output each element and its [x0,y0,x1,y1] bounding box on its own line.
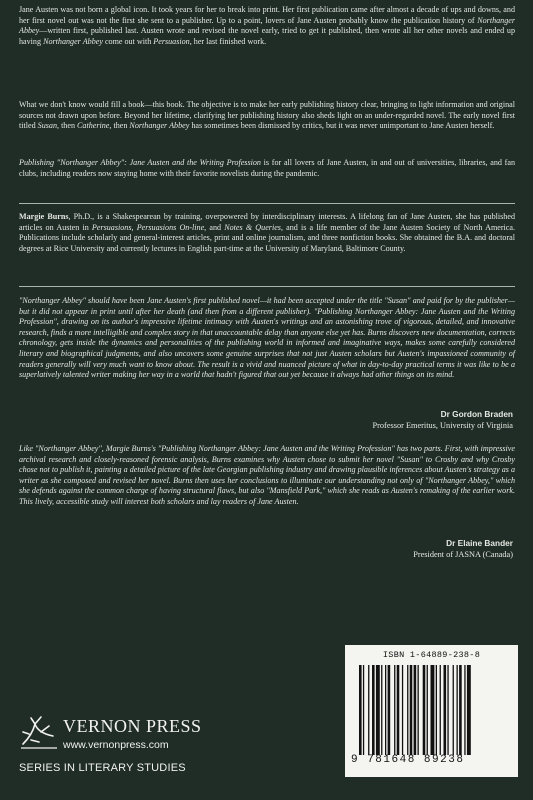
barcode-bar [423,665,426,755]
barcode-bar [431,665,435,755]
barcode-bar [394,665,395,755]
author-bio: Margie Burns, Ph.D., is a Shakespearean by training, overpowered by interdisciplinary interests. A lifelong fan of Jane Austen, she has published articles on Austen in Persuasions, Persuasions On-line, and Notes & Queries, and is a life member of the Jane Austen Society of North America. Publications include scholarly and general-interest articles, print and online journalism, and three nonfiction books. She obtained the B.A. and doctoral degrees at Rice University and currently lectures in English part-time at the University of Maryland, Baltimore County. [19,212,515,253]
publisher-name: VERNON PRESS [63,716,202,736]
review-1-role: Professor Emeritus, University of Virginia [372,420,513,430]
barcode-bar [397,665,400,755]
barcode-bars [359,665,509,755]
barcode-bar [372,665,375,755]
barcode-bar [410,665,413,755]
author-name: Margie Burns [19,212,69,221]
intro-paragraph-3: Publishing "Northanger Abbey": Jane Austen and the Writing Profession is for all lovers of Jane Austen, in and out of universities, libraries, and fan clubs, including readers now staying home with their favorite novelists during the pandemic. [19,158,516,178]
publisher-url[interactable]: www.vernonpress.com [63,739,169,751]
barcode-bar [407,665,408,755]
barcode-bar [453,665,454,755]
vernon-press-logo-icon [19,714,59,750]
isbn-barcode [345,645,518,777]
barcode-bar [385,665,386,755]
barcode-bar [440,665,441,755]
review-2-role: President of JASNA (Canada) [413,549,513,559]
barcode-bar [376,665,380,755]
intro-paragraph-1: Jane Austen was not born a global icon. It took years for her to break into print. Her first publication came after almost a decade of ups and downs, and her first novel out was not the first she sent to a publisher. Up to a point, lovers of Jane Austen probably know the publication history of Northanger Abbey—written first, published last. Austen wrote and revised the novel early, tried to get it published, then wrote all her other novels and ended up having Northanger Abbey come out with Persuasion, her last finished work. [19,5,515,46]
barcode-bar [436,665,437,755]
barcode-bar [368,665,369,755]
review-1-name: Dr Gordon Braden [440,409,513,419]
isbn-label: ISBN 1-64889-238-8 [382,650,481,660]
barcode-bar [381,665,382,755]
barcode-bar [447,665,448,755]
divider-bottom [19,286,515,287]
review-2-signature [213,538,513,560]
barcode-bar [363,665,364,755]
barcode-bar [459,665,462,755]
barcode-bar [418,665,419,755]
barcode-bar [457,665,458,755]
barcode-bar [388,665,391,755]
barcode-bar [427,665,428,755]
barcode-bar [359,665,362,755]
review-1-signature [213,409,513,431]
divider-top [19,203,515,204]
review-2-name: Dr Elaine Bander [446,538,513,548]
barcode-bar [467,665,471,755]
barcode-bar [444,665,447,755]
series-name: SERIES IN LITERARY STUDIES [19,762,186,774]
review-1-text: "Northanger Abbey" should have been Jane Austen's first published novel—it had been accepted under the title "Susan" and paid for by the publisher—but it did not appear in print until after her death (and then from a different publisher). "Publishing Northanger Abbey: Jane Austen and the Writing Profession", drawing on its author's impressive lifetime intimacy with Austen's writings and an astonishing trove of vigorous, detailed, and innovative research, finds a more intelligible and complex story in that unaccountable delay than anyone else yet has. Burns discovers new documentation, corrects chronology, gets inside the dynamics and personalities of the publishing world in informed and imaginative ways, makes some carefully considered literary and biographical judgments, and also uncovers some genuine surprises that not just Austen scholars but Austen's impassioned community of readers generally will very much want to know about. The result is a vivid and nuanced picture of what in day-to-day practical terms it was like to be a superlatively talented writer making her way in a world that hadn't figured that out yet because it always had other things on its mind. [19,296,515,380]
barcode-bar [414,665,417,755]
ean-digits: 9 781648 89238 [351,754,465,766]
barcode-bar [464,665,465,755]
review-2-text: Like "Northanger Abbey", Margie Burns's "Publishing Northanger Abbey: Jane Austen and the Writing Profession" has two parts. First, with impressive archival research and closely-reasoned forensic analysis, Burns examines why Austen chose to submit her novel "Susan" to Crosby and why Crosby chose not to publish it, painting a detailed picture of the late Georgian publishing industry and drawing plausible inferences about Austen's strategy as a writer as she composed and revised her novel. Burns then uses her conclusions to illuminate our understanding not only of "Northanger Abbey," which she defends against the common charge of having structural flaws, but also "Mansfield Park," which she reads as Austen's remaking of the earlier work. This lively, accessible study will interest both scholars and lay readers of Jane Austen. [19,444,515,506]
intro-paragraph-2: What we don't know would fill a book—this book. The objective is to make her early publishing history clear, bringing to light information and original sources not drawn upon before. Beyond her lifetime, clarifying her publishing history also sheds light on an under-regarded novel. The early novel first titled Susan, then Catherine, then Northanger Abbey has sometimes been dismissed by critics, but it was never unimportant to Jane Austen herself. [19,100,515,131]
barcode-bar [402,665,403,755]
